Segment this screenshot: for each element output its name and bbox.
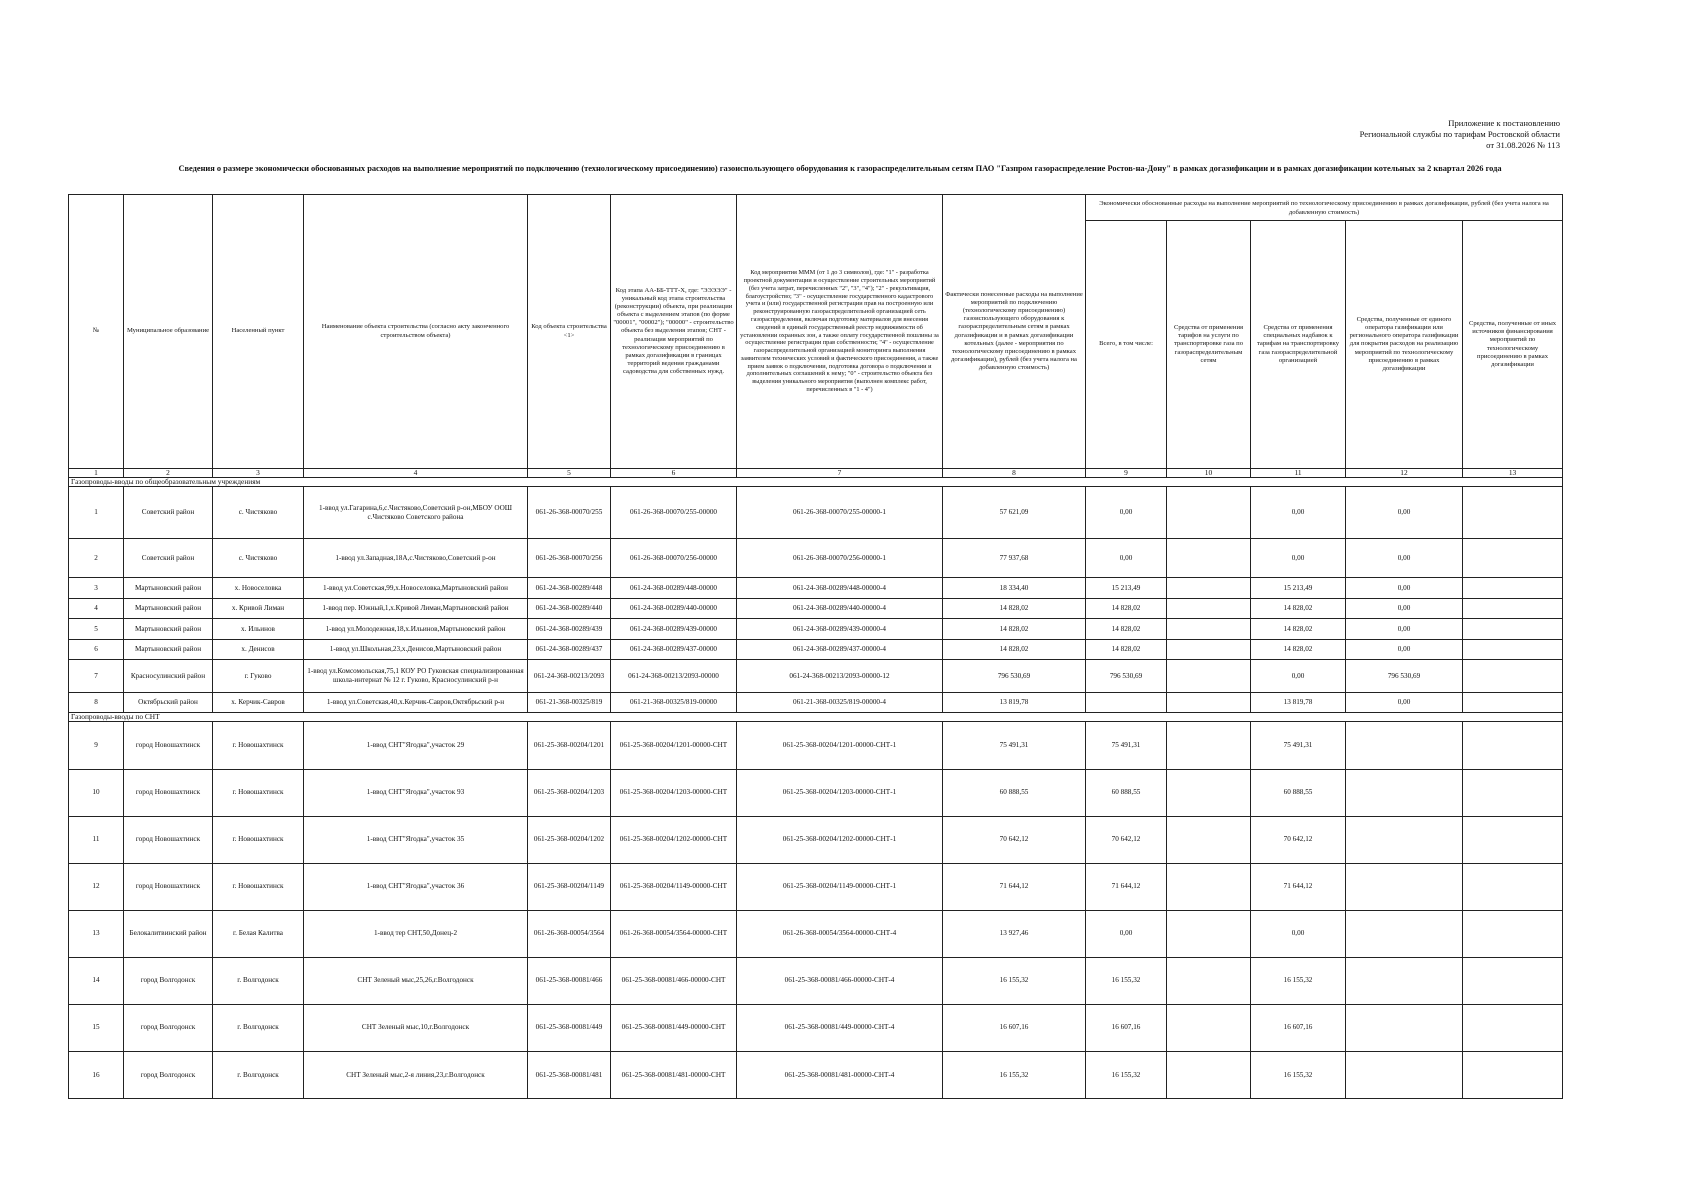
cell-settlement: х. Ильинов [213, 619, 304, 639]
cell-object-name: 1-ввод СНТ"Ягодка",участок 35 [304, 816, 528, 863]
cell-municipality: город Новошахтинск [124, 722, 213, 769]
appendix-line-1: Приложение к постановлению [1448, 118, 1560, 128]
cell-actual-expenses: 75 491,31 [943, 722, 1086, 769]
cell-tariff-funds [1167, 619, 1251, 639]
cell-tariff-funds [1167, 1051, 1251, 1098]
cell-stage-code: 061-26-368-00070/256-00000 [611, 539, 737, 578]
cell-operator-funds: 0,00 [1346, 692, 1463, 712]
cell-object-code: 061-25-368-00204/1203 [528, 769, 611, 816]
cell-other-funds [1463, 578, 1563, 598]
cell-object-name: СНТ Зеленый мыс,25,26,г.Волгодонск [304, 957, 528, 1004]
cell-number: 14 [69, 957, 124, 1004]
cell-settlement: г. Новошахтинск [213, 769, 304, 816]
cell-stage-code: 061-24-368-00289/439-00000 [611, 619, 737, 639]
cell-activity-code: 061-25-368-00204/1201-00000-СНТ-1 [737, 722, 943, 769]
cell-object-name: 1-ввод тер СНТ,50,Донец-2 [304, 910, 528, 957]
cell-settlement: х. Керчик-Савров [213, 692, 304, 712]
cell-stage-code: 061-24-368-00289/440-00000 [611, 598, 737, 618]
cell-total: 14 828,02 [1086, 598, 1167, 618]
cell-object-code: 061-26-368-00054/3564 [528, 910, 611, 957]
cell-activity-code: 061-25-368-00204/1203-00000-СНТ-1 [737, 769, 943, 816]
cell-activity-code: 061-25-368-00204/1202-00000-СНТ-1 [737, 816, 943, 863]
appendix-line-3: от 31.08.2026 № 113 [1486, 140, 1560, 150]
cell-object-name: 1-ввод СНТ"Ягодка",участок 29 [304, 722, 528, 769]
cell-actual-expenses: 16 155,32 [943, 957, 1086, 1004]
cell-number: 8 [69, 692, 124, 712]
cell-actual-expenses: 14 828,02 [943, 639, 1086, 659]
section-snt: Газопроводы-вводы по СНТ [69, 713, 1563, 722]
cell-total: 60 888,55 [1086, 769, 1167, 816]
cell-tariff-funds [1167, 1004, 1251, 1051]
cell-total: 14 828,02 [1086, 619, 1167, 639]
cell-settlement: г. Новошахтинск [213, 863, 304, 910]
column-number: 2 [124, 469, 213, 478]
cell-total: 71 644,12 [1086, 863, 1167, 910]
column-number: 6 [611, 469, 737, 478]
cell-object-code: 061-24-368-00213/2093 [528, 660, 611, 693]
cell-activity-code: 061-25-368-00081/449-00000-СНТ-4 [737, 1004, 943, 1051]
cell-other-funds [1463, 769, 1563, 816]
cell-operator-funds: 0,00 [1346, 578, 1463, 598]
cell-actual-expenses: 16 155,32 [943, 1051, 1086, 1098]
cell-total: 0,00 [1086, 487, 1167, 539]
cell-tariff-funds [1167, 692, 1251, 712]
cell-other-funds [1463, 816, 1563, 863]
cell-object-code: 061-24-368-00289/440 [528, 598, 611, 618]
cell-activity-code: 061-21-368-00325/819-00000-4 [737, 692, 943, 712]
cell-municipality: город Волгодонск [124, 957, 213, 1004]
column-number: 12 [1346, 469, 1463, 478]
cell-settlement: г. Белая Калитва [213, 910, 304, 957]
cell-object-code: 061-24-368-00289/448 [528, 578, 611, 598]
expenses-table [68, 194, 1563, 1099]
cell-settlement: с. Чистяково [213, 487, 304, 539]
cell-tariff-funds [1167, 957, 1251, 1004]
cell-activity-code: 061-25-368-00204/1149-00000-СНТ-1 [737, 863, 943, 910]
cell-actual-expenses: 60 888,55 [943, 769, 1086, 816]
cell-stage-code: 061-25-368-00204/1149-00000-СНТ [611, 863, 737, 910]
cell-other-funds [1463, 660, 1563, 693]
cell-total: 0,00 [1086, 910, 1167, 957]
cell-municipality: Мартыновский район [124, 578, 213, 598]
column-number: 1 [69, 469, 124, 478]
table-row [69, 816, 1563, 863]
cell-activity-code: 061-26-368-00070/255-00000-1 [737, 487, 943, 539]
cell-municipality: Красносулинский район [124, 660, 213, 693]
cell-activity-code: 061-24-368-00289/439-00000-4 [737, 619, 943, 639]
header-other-funds: Средства, полученные от иных источников финансирования мероприятий по технологическому присоединению в рамках догазификации [1463, 221, 1563, 469]
cell-surcharge-funds: 13 819,78 [1251, 692, 1346, 712]
cell-surcharge-funds: 0,00 [1251, 910, 1346, 957]
cell-settlement: г. Волгодонск [213, 1051, 304, 1098]
cell-settlement: г. Новошахтинск [213, 816, 304, 863]
cell-other-funds [1463, 1051, 1563, 1098]
cell-actual-expenses: 14 828,02 [943, 598, 1086, 618]
cell-object-name: СНТ Зеленый мыс,2-я линия,23,г.Волгодонск [304, 1051, 528, 1098]
cell-object-name: СНТ Зеленый мыс,10,г.Волгодонск [304, 1004, 528, 1051]
cell-municipality: Советский район [124, 487, 213, 539]
cell-other-funds [1463, 619, 1563, 639]
header-actual-expenses: Фактически понесенные расходы на выполнение мероприятий по подключению (технологическому присоединению) газоиспользующего оборудования к газораспределительным сетям в рамках догазификации и в рамках догазификации котельных (далее - мероприятия по технологическому присоединению в рамках догазификации), рублей (без учета налога на добавленную стоимость) [943, 195, 1086, 469]
cell-surcharge-funds: 16 155,32 [1251, 1051, 1346, 1098]
cell-activity-code: 061-24-368-00213/2093-00000-12 [737, 660, 943, 693]
cell-stage-code: 061-26-368-00070/255-00000 [611, 487, 737, 539]
table-row [69, 539, 1563, 578]
table-row [69, 639, 1563, 659]
cell-operator-funds [1346, 910, 1463, 957]
cell-surcharge-funds: 70 642,12 [1251, 816, 1346, 863]
cell-stage-code: 061-25-368-00204/1201-00000-СНТ [611, 722, 737, 769]
header-settlement: Населенный пункт [213, 195, 304, 469]
cell-activity-code: 061-26-368-00070/256-00000-1 [737, 539, 943, 578]
cell-stage-code: 061-25-368-00081/466-00000-СНТ [611, 957, 737, 1004]
cell-actual-expenses: 13 819,78 [943, 692, 1086, 712]
cell-object-name: 1-ввод ул.Гагарина,6,с.Чистяково,Советский р-он,МБОУ ООШ с.Чистяково Советского района [304, 487, 528, 539]
cell-object-code: 061-25-368-00081/481 [528, 1051, 611, 1098]
cell-object-name: 1-ввод ул.Западная,18А,с.Чистяково,Советский р-он [304, 539, 528, 578]
cell-activity-code: 061-24-368-00289/437-00000-4 [737, 639, 943, 659]
cell-operator-funds [1346, 816, 1463, 863]
cell-other-funds [1463, 487, 1563, 539]
cell-settlement: х. Новоселовка [213, 578, 304, 598]
cell-number: 4 [69, 598, 124, 618]
cell-total: 70 642,12 [1086, 816, 1167, 863]
cell-number: 3 [69, 578, 124, 598]
cell-actual-expenses: 77 937,68 [943, 539, 1086, 578]
cell-operator-funds [1346, 863, 1463, 910]
cell-number: 15 [69, 1004, 124, 1051]
cell-total: 796 530,69 [1086, 660, 1167, 693]
cell-object-name: 1-ввод пер. Южный,1,х.Кривой Лиман,Мартыновский район [304, 598, 528, 618]
column-number: 10 [1167, 469, 1251, 478]
cell-activity-code: 061-24-368-00289/448-00000-4 [737, 578, 943, 598]
cell-tariff-funds [1167, 578, 1251, 598]
table-row [69, 619, 1563, 639]
cell-municipality: город Новошахтинск [124, 769, 213, 816]
cell-actual-expenses: 71 644,12 [943, 863, 1086, 910]
cell-actual-expenses: 18 334,40 [943, 578, 1086, 598]
cell-actual-expenses: 13 927,46 [943, 910, 1086, 957]
column-number: 5 [528, 469, 611, 478]
table-row [69, 863, 1563, 910]
table-row [69, 660, 1563, 693]
cell-stage-code: 061-24-368-00289/448-00000 [611, 578, 737, 598]
table-row [69, 598, 1563, 618]
cell-other-funds [1463, 692, 1563, 712]
cell-number: 10 [69, 769, 124, 816]
cell-other-funds [1463, 1004, 1563, 1051]
cell-municipality: Мартыновский район [124, 598, 213, 618]
cell-stage-code: 061-21-368-00325/819-00000 [611, 692, 737, 712]
cell-actual-expenses: 57 621,09 [943, 487, 1086, 539]
cell-number: 7 [69, 660, 124, 693]
cell-object-name: 1-ввод ул.Школьная,23,х.Денисов,Мартыновский район [304, 639, 528, 659]
cell-object-code: 061-25-368-00204/1202 [528, 816, 611, 863]
cell-total: 16 155,32 [1086, 957, 1167, 1004]
cell-municipality: город Новошахтинск [124, 816, 213, 863]
cell-number: 6 [69, 639, 124, 659]
cell-stage-code: 061-25-368-00204/1203-00000-СНТ [611, 769, 737, 816]
cell-other-funds [1463, 722, 1563, 769]
cell-operator-funds: 0,00 [1346, 487, 1463, 539]
cell-tariff-funds [1167, 769, 1251, 816]
cell-actual-expenses: 70 642,12 [943, 816, 1086, 863]
cell-surcharge-funds: 0,00 [1251, 660, 1346, 693]
column-number: 4 [304, 469, 528, 478]
header-total: Всего, в том числе: [1086, 221, 1167, 469]
cell-stage-code: 061-25-368-00081/481-00000-СНТ [611, 1051, 737, 1098]
header-justified-expenses-group: Экономически обоснованные расходы на выполнение мероприятий по технологическому присоединению в рамках догазификации, рублей (без учета налога на добавленную стоимость) [1086, 195, 1563, 221]
cell-stage-code: 061-24-368-00289/437-00000 [611, 639, 737, 659]
column-number: 9 [1086, 469, 1167, 478]
cell-settlement: г. Волгодонск [213, 957, 304, 1004]
cell-operator-funds: 0,00 [1346, 539, 1463, 578]
header-municipality: Муниципальное образование [124, 195, 213, 469]
cell-number: 9 [69, 722, 124, 769]
cell-operator-funds [1346, 957, 1463, 1004]
cell-surcharge-funds: 14 828,02 [1251, 619, 1346, 639]
cell-settlement: г. Гуково [213, 660, 304, 693]
cell-object-code: 061-25-368-00204/1201 [528, 722, 611, 769]
cell-operator-funds [1346, 769, 1463, 816]
cell-other-funds [1463, 598, 1563, 618]
cell-number: 16 [69, 1051, 124, 1098]
table-row [69, 578, 1563, 598]
cell-operator-funds: 0,00 [1346, 598, 1463, 618]
cell-other-funds [1463, 910, 1563, 957]
cell-operator-funds: 796 530,69 [1346, 660, 1463, 693]
cell-operator-funds [1346, 1004, 1463, 1051]
cell-operator-funds [1346, 722, 1463, 769]
cell-total: 75 491,31 [1086, 722, 1167, 769]
table-row [69, 957, 1563, 1004]
header-object-code: Код объекта строительства <1> [528, 195, 611, 469]
cell-tariff-funds [1167, 639, 1251, 659]
cell-actual-expenses: 16 607,16 [943, 1004, 1086, 1051]
cell-operator-funds: 0,00 [1346, 639, 1463, 659]
cell-stage-code: 061-25-368-00081/449-00000-СНТ [611, 1004, 737, 1051]
cell-tariff-funds [1167, 863, 1251, 910]
cell-other-funds [1463, 639, 1563, 659]
cell-surcharge-funds: 75 491,31 [1251, 722, 1346, 769]
cell-activity-code: 061-25-368-00081/481-00000-СНТ-4 [737, 1051, 943, 1098]
cell-number: 5 [69, 619, 124, 639]
cell-object-name: 1-ввод ул.Молодежная,18,х.Ильинов,Мартыновский район [304, 619, 528, 639]
cell-object-code: 061-25-368-00204/1149 [528, 863, 611, 910]
document-title: Сведения о размере экономически обоснованных расходов на выполнение мероприятий по подключению (технологическому присоединению) газоиспользующего оборудования к газораспределительным сетям ПАО "Газпром газораспределение Ростов-на-Дону" в рамках догазификации и в рамках догазификации котельных за 2 квартал 2026 года [178, 164, 1502, 173]
cell-stage-code: 061-25-368-00204/1202-00000-СНТ [611, 816, 737, 863]
cell-municipality: Мартыновский район [124, 639, 213, 659]
cell-total: 16 155,32 [1086, 1051, 1167, 1098]
cell-municipality: Мартыновский район [124, 619, 213, 639]
cell-tariff-funds [1167, 816, 1251, 863]
cell-surcharge-funds: 60 888,55 [1251, 769, 1346, 816]
column-number: 8 [943, 469, 1086, 478]
header-operator-funds: Средства, полученные от единого оператора газификации или регионального оператора газификации для покрытия расходов на реализацию мероприятий по технологическому присоединению в рамках догазификации [1346, 221, 1463, 469]
cell-actual-expenses: 796 530,69 [943, 660, 1086, 693]
appendix-line-2: Региональной службы по тарифам Ростовской области [1359, 129, 1560, 139]
cell-tariff-funds [1167, 910, 1251, 957]
header-stage-code: Код этапа АА-ББ-ТТТ-Х, где: "ЭЭЭЭЭ" - уникальный код этапа строительства (реконструкции) объекта, при реализации объекта с выделением этапов (по форме "00001", "00002"); "00000" - строительство объекта без выделения этапов; СНТ - реализация мероприятий по технологическому присоединению в рамках догазификации в границах территорий ведения гражданами садоводства для собственных нужд. [611, 195, 737, 469]
cell-other-funds [1463, 957, 1563, 1004]
cell-tariff-funds [1167, 722, 1251, 769]
table-row [69, 1051, 1563, 1098]
cell-object-code: 061-21-368-00325/819 [528, 692, 611, 712]
cell-object-name: 1-ввод ул.Комсомольская,75,1 КОУ РО Гуковская специализированная школа-интернат № 12 г. Гуково, Красносулинский р-н [304, 660, 528, 693]
cell-number: 11 [69, 816, 124, 863]
table-row [69, 487, 1563, 539]
cell-number: 12 [69, 863, 124, 910]
cell-surcharge-funds: 16 155,32 [1251, 957, 1346, 1004]
cell-settlement: х. Денисов [213, 639, 304, 659]
table-row [69, 1004, 1563, 1051]
cell-surcharge-funds: 0,00 [1251, 539, 1346, 578]
cell-object-name: 1-ввод ул.Советская,40,х.Керчик-Савров,Октябрьский р-н [304, 692, 528, 712]
header-activity-code: Код мероприятия МММ (от 1 до 3 символов), где: "1" - разработка проектной документации и осуществление строительных мероприятий (без учета затрат, перечисленных "2", "3", "4"); "2" - рекультивация, благоустройство; "3" - осуществление государственного кадастрового учета и (или) государственной регистрации прав на построенную или реконструированную газораспределительной организацией сеть газораспределения, включая подготовку материалов для внесения сведений в единый государственный реестр недвижимости об установлении охранных зон, а также оплату государственной пошлины за осуществление регистрации прав собственности; "4" - осуществление газораспределительной организацией мониторинга выполнения заявителем технических условий и фактического присоединения, а также прием заявок о подключении, подготовка договора о подключении и дополнительных соглашений к нему; "0" - строительство объекта без выделения уникального мероприятия (выполнен комплекс работ, перечисленных в "1 - 4") [737, 195, 943, 469]
cell-surcharge-funds: 15 213,49 [1251, 578, 1346, 598]
cell-number: 1 [69, 487, 124, 539]
cell-other-funds [1463, 863, 1563, 910]
cell-municipality: город Волгодонск [124, 1051, 213, 1098]
cell-surcharge-funds: 71 644,12 [1251, 863, 1346, 910]
cell-number: 2 [69, 539, 124, 578]
cell-actual-expenses: 14 828,02 [943, 619, 1086, 639]
cell-tariff-funds [1167, 660, 1251, 693]
header-object-name: Наименование объекта строительства (согласно акту законченного строительством объекта) [304, 195, 528, 469]
cell-surcharge-funds: 0,00 [1251, 487, 1346, 539]
cell-tariff-funds [1167, 487, 1251, 539]
cell-tariff-funds [1167, 539, 1251, 578]
table-row [69, 910, 1563, 957]
table-row [69, 692, 1563, 712]
cell-total: 15 213,49 [1086, 578, 1167, 598]
cell-object-code: 061-24-368-00289/439 [528, 619, 611, 639]
cell-settlement: с. Чистяково [213, 539, 304, 578]
cell-other-funds [1463, 539, 1563, 578]
cell-surcharge-funds: 14 828,02 [1251, 598, 1346, 618]
cell-settlement: х. Кривой Лиман [213, 598, 304, 618]
table-row [69, 769, 1563, 816]
cell-number: 13 [69, 910, 124, 957]
cell-object-code: 061-26-368-00070/255 [528, 487, 611, 539]
cell-municipality: Советский район [124, 539, 213, 578]
cell-total: 14 828,02 [1086, 639, 1167, 659]
cell-object-code: 061-25-368-00081/449 [528, 1004, 611, 1051]
section-schools: Газопроводы-вводы по общеобразовательным учреждениям [69, 478, 1563, 487]
cell-municipality: город Новошахтинск [124, 863, 213, 910]
header-number: № [69, 195, 124, 469]
cell-municipality: город Волгодонск [124, 1004, 213, 1051]
cell-object-code: 061-25-368-00081/466 [528, 957, 611, 1004]
cell-object-name: 1-ввод СНТ"Ягодка",участок 93 [304, 769, 528, 816]
cell-object-name: 1-ввод СНТ"Ягодка",участок 36 [304, 863, 528, 910]
cell-surcharge-funds: 16 607,16 [1251, 1004, 1346, 1051]
cell-operator-funds: 0,00 [1346, 619, 1463, 639]
cell-settlement: г. Волгодонск [213, 1004, 304, 1051]
cell-surcharge-funds: 14 828,02 [1251, 639, 1346, 659]
column-number: 7 [737, 469, 943, 478]
cell-municipality: Белокалитвинский район [124, 910, 213, 957]
header-surcharge-funds: Средства от применения специальных надбавок к тарифам на транспортировку газа газораспределительной организацией [1251, 221, 1346, 469]
cell-municipality: Октябрьский район [124, 692, 213, 712]
cell-tariff-funds [1167, 598, 1251, 618]
column-number: 3 [213, 469, 304, 478]
cell-stage-code: 061-26-368-00054/3564-00000-СНТ [611, 910, 737, 957]
cell-settlement: г. Новошахтинск [213, 722, 304, 769]
cell-total: 0,00 [1086, 539, 1167, 578]
cell-activity-code: 061-25-368-00081/466-00000-СНТ-4 [737, 957, 943, 1004]
cell-object-name: 1-ввод ул.Советская,99,х.Новоселовка,Мартыновский район [304, 578, 528, 598]
cell-activity-code: 061-24-368-00289/440-00000-4 [737, 598, 943, 618]
appendix-note [1360, 118, 1560, 151]
cell-object-code: 061-26-368-00070/256 [528, 539, 611, 578]
column-number: 13 [1463, 469, 1563, 478]
cell-total [1086, 692, 1167, 712]
cell-operator-funds [1346, 1051, 1463, 1098]
header-tariff-funds: Средства от применения тарифов на услуги по транспортировке газа по газораспределительным сетям [1167, 221, 1251, 469]
column-number: 11 [1251, 469, 1346, 478]
table-row [69, 722, 1563, 769]
cell-object-code: 061-24-368-00289/437 [528, 639, 611, 659]
column-number-row [69, 469, 1563, 478]
cell-stage-code: 061-24-368-00213/2093-00000 [611, 660, 737, 693]
cell-activity-code: 061-26-368-00054/3564-00000-СНТ-4 [737, 910, 943, 957]
cell-total: 16 607,16 [1086, 1004, 1167, 1051]
